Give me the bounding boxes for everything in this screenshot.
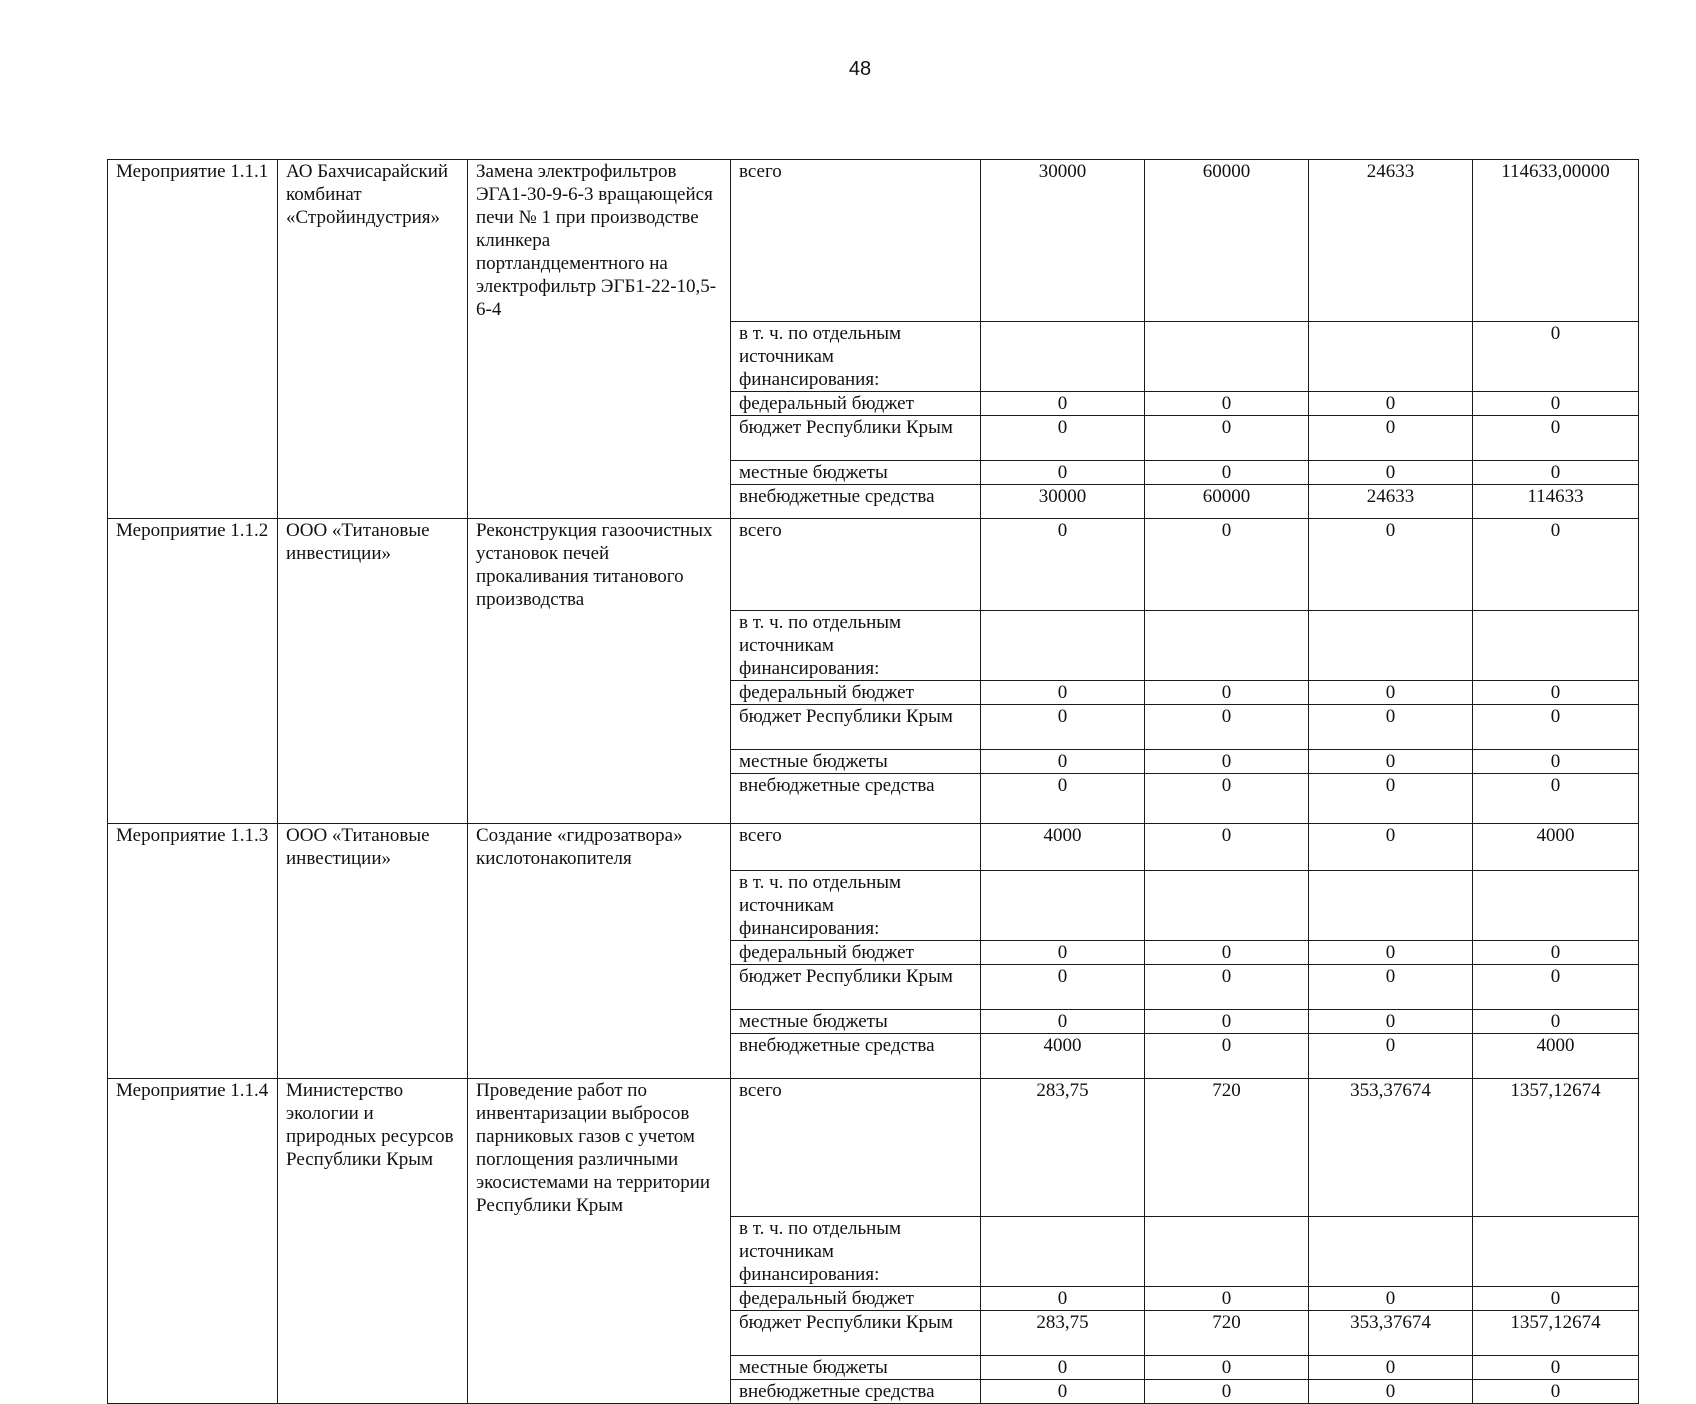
funding-source-label: внебюджетные средства — [731, 484, 981, 518]
funding-value — [1309, 611, 1473, 681]
table-row — [108, 750, 1639, 774]
funding-value: 0 — [1145, 460, 1309, 484]
funding-value — [1145, 611, 1309, 681]
funding-source-label: в т. ч. по отдельным источникам финансирования: — [731, 321, 981, 391]
funding-value: 1357,12674 — [1473, 1311, 1639, 1356]
funding-value: 0 — [1473, 940, 1639, 964]
funding-source-label: в т. ч. по отдельным источникам финансирования: — [731, 1217, 981, 1287]
funding-value: 283,75 — [981, 1078, 1145, 1217]
financing-table — [107, 159, 1639, 1404]
funding-value: 0 — [1473, 391, 1639, 415]
activity-description — [468, 1009, 731, 1033]
activity-name — [108, 484, 278, 518]
activity-name — [108, 321, 278, 391]
activity-executor — [278, 870, 468, 940]
funding-value: 0 — [1145, 1033, 1309, 1078]
activity-name — [108, 681, 278, 705]
funding-value: 0 — [1309, 1380, 1473, 1404]
funding-value: 0 — [1309, 705, 1473, 750]
activity-description — [468, 611, 731, 681]
funding-source-label: федеральный бюджет — [731, 681, 981, 705]
table-row — [108, 1380, 1639, 1404]
funding-value: 0 — [981, 681, 1145, 705]
activity-executor — [278, 964, 468, 1009]
funding-source-label: внебюджетные средства — [731, 1380, 981, 1404]
funding-value: 4000 — [981, 824, 1145, 871]
activity-name — [108, 460, 278, 484]
activity-description — [468, 1287, 731, 1311]
funding-value: 1357,12674 — [1473, 1078, 1639, 1217]
activity-executor — [278, 391, 468, 415]
table-row — [108, 940, 1639, 964]
activity-name — [108, 750, 278, 774]
activity-description: Создание «гидрозатвора» кислотонакопителя — [468, 824, 731, 871]
funding-value: 0 — [1309, 1033, 1473, 1078]
funding-source-label: в т. ч. по отдельным источникам финансирования: — [731, 870, 981, 940]
funding-value: 0 — [1473, 705, 1639, 750]
funding-value: 0 — [1145, 391, 1309, 415]
table-row — [108, 1009, 1639, 1033]
funding-value: 0 — [1145, 518, 1309, 611]
funding-value: 0 — [1309, 460, 1473, 484]
table-row — [108, 1356, 1639, 1380]
activity-name — [108, 391, 278, 415]
activity-description: Реконструкция газоочистных установок печей прокаливания титанового производства — [468, 518, 731, 611]
activity-name: Мероприятие 1.1.3 — [108, 824, 278, 871]
funding-value: 0 — [1473, 1009, 1639, 1033]
funding-value: 60000 — [1145, 160, 1309, 322]
table-row — [108, 774, 1639, 824]
funding-value: 0 — [1473, 1356, 1639, 1380]
funding-value: 0 — [981, 774, 1145, 824]
activity-description — [468, 321, 731, 391]
funding-value — [1473, 1217, 1639, 1287]
funding-value: 0 — [1145, 750, 1309, 774]
funding-value: 0 — [981, 964, 1145, 1009]
funding-source-label: всего — [731, 824, 981, 871]
funding-value: 30000 — [981, 484, 1145, 518]
funding-value: 0 — [1145, 1380, 1309, 1404]
activity-name — [108, 1287, 278, 1311]
activity-name: Мероприятие 1.1.2 — [108, 518, 278, 611]
table-row — [108, 705, 1639, 750]
funding-value: 0 — [1145, 940, 1309, 964]
funding-source-label: федеральный бюджет — [731, 1287, 981, 1311]
funding-value: 0 — [981, 415, 1145, 460]
activity-executor — [278, 460, 468, 484]
activity-description — [468, 1380, 731, 1404]
funding-value: 0 — [1473, 460, 1639, 484]
activity-name — [108, 774, 278, 824]
funding-value: 0 — [981, 940, 1145, 964]
funding-value — [1145, 1217, 1309, 1287]
funding-value: 4000 — [1473, 1033, 1639, 1078]
funding-source-label: местные бюджеты — [731, 460, 981, 484]
activity-name: Мероприятие 1.1.4 — [108, 1078, 278, 1217]
funding-value — [1309, 870, 1473, 940]
activity-description — [468, 460, 731, 484]
funding-value: 283,75 — [981, 1311, 1145, 1356]
activity-name — [108, 415, 278, 460]
funding-value: 0 — [1145, 705, 1309, 750]
funding-value: 114633 — [1473, 484, 1639, 518]
activity-executor — [278, 1380, 468, 1404]
funding-value: 0 — [1145, 415, 1309, 460]
funding-value: 0 — [1309, 750, 1473, 774]
funding-value — [1309, 1217, 1473, 1287]
activity-executor — [278, 1311, 468, 1356]
funding-value: 0 — [1309, 824, 1473, 871]
activity-description — [468, 415, 731, 460]
funding-source-label: всего — [731, 1078, 981, 1217]
activity-executor — [278, 940, 468, 964]
funding-value: 0 — [1473, 750, 1639, 774]
activity-executor — [278, 1009, 468, 1033]
funding-value: 0 — [1473, 415, 1639, 460]
activity-description — [468, 870, 731, 940]
activity-executor — [278, 1033, 468, 1078]
activity-executor — [278, 750, 468, 774]
table-row — [108, 484, 1639, 518]
funding-value: 114633,00000 — [1473, 160, 1639, 322]
activity-description — [468, 484, 731, 518]
activity-name — [108, 870, 278, 940]
funding-value: 4000 — [981, 1033, 1145, 1078]
funding-value: 0 — [1309, 940, 1473, 964]
activity-description: Проведение работ по инвентаризации выбросов парниковых газов с учетом поглощения различными экосистемами на территории Республики Крым — [468, 1078, 731, 1217]
funding-value: 30000 — [981, 160, 1145, 322]
funding-value — [1473, 870, 1639, 940]
activity-executor — [278, 1287, 468, 1311]
funding-value: 0 — [1473, 518, 1639, 611]
funding-value: 0 — [1309, 415, 1473, 460]
activity-name — [108, 940, 278, 964]
table-row — [108, 1217, 1639, 1287]
activity-description — [468, 1033, 731, 1078]
funding-source-label: всего — [731, 518, 981, 611]
funding-value — [1145, 321, 1309, 391]
funding-value — [1309, 321, 1473, 391]
funding-value: 0 — [1145, 824, 1309, 871]
activity-description — [468, 1356, 731, 1380]
funding-source-label: бюджет Республики Крым — [731, 705, 981, 750]
activity-description — [468, 774, 731, 824]
funding-value: 0 — [1473, 681, 1639, 705]
activity-description — [468, 940, 731, 964]
activity-executor: ООО «Титановые инвестиции» — [278, 824, 468, 871]
activity-description — [468, 750, 731, 774]
table-row — [108, 824, 1639, 871]
table-row — [108, 160, 1639, 322]
activity-description — [468, 681, 731, 705]
funding-source-label: бюджет Республики Крым — [731, 1311, 981, 1356]
table-row — [108, 964, 1639, 1009]
funding-value: 0 — [1309, 1356, 1473, 1380]
activity-executor — [278, 321, 468, 391]
funding-source-label: внебюджетные средства — [731, 1033, 981, 1078]
funding-value: 720 — [1145, 1311, 1309, 1356]
funding-value: 0 — [1309, 1287, 1473, 1311]
funding-value: 0 — [1145, 681, 1309, 705]
funding-value: 0 — [1473, 321, 1639, 391]
funding-value: 0 — [1309, 518, 1473, 611]
funding-value: 353,37674 — [1309, 1078, 1473, 1217]
funding-source-label: всего — [731, 160, 981, 322]
funding-value: 0 — [981, 1009, 1145, 1033]
funding-value: 0 — [981, 705, 1145, 750]
table-row — [108, 611, 1639, 681]
funding-value: 0 — [1309, 391, 1473, 415]
activity-name — [108, 1311, 278, 1356]
table-row — [108, 415, 1639, 460]
page-number: 48 — [848, 58, 872, 80]
table-row — [108, 391, 1639, 415]
table-row — [108, 1033, 1639, 1078]
funding-source-label: бюджет Республики Крым — [731, 964, 981, 1009]
activity-name — [108, 1356, 278, 1380]
funding-value: 0 — [1145, 774, 1309, 824]
funding-value: 0 — [1145, 1287, 1309, 1311]
table-row — [108, 321, 1639, 391]
funding-value: 0 — [1473, 1380, 1639, 1404]
activity-name — [108, 611, 278, 681]
table-row — [108, 1078, 1639, 1217]
table-row — [108, 870, 1639, 940]
activity-name — [108, 1380, 278, 1404]
activity-executor: АО Бахчисарайский комбинат «Стройиндустрия» — [278, 160, 468, 322]
funding-value: 353,37674 — [1309, 1311, 1473, 1356]
activity-executor — [278, 415, 468, 460]
activity-executor — [278, 705, 468, 750]
table-row — [108, 681, 1639, 705]
funding-source-label: федеральный бюджет — [731, 940, 981, 964]
funding-source-label: местные бюджеты — [731, 750, 981, 774]
funding-source-label: местные бюджеты — [731, 1009, 981, 1033]
funding-value — [981, 611, 1145, 681]
funding-value: 0 — [1309, 1009, 1473, 1033]
table-row — [108, 1311, 1639, 1356]
funding-value: 0 — [1309, 964, 1473, 1009]
activity-executor: Министерство экологии и природных ресурсов Республики Крым — [278, 1078, 468, 1217]
activity-name — [108, 705, 278, 750]
activity-executor — [278, 1217, 468, 1287]
funding-value: 0 — [981, 750, 1145, 774]
activity-description — [468, 1217, 731, 1287]
funding-value: 0 — [1473, 1287, 1639, 1311]
activity-description — [468, 705, 731, 750]
table-row — [108, 518, 1639, 611]
funding-value: 0 — [1473, 964, 1639, 1009]
funding-value: 60000 — [1145, 484, 1309, 518]
funding-value: 0 — [1145, 1356, 1309, 1380]
funding-source-label: федеральный бюджет — [731, 391, 981, 415]
activity-description: Замена электрофильтров ЭГА1-30-9-6-3 вращающейся печи № 1 при производстве клинкера портландцементного на электрофильтр ЭГБ1-22-10,5-6-4 — [468, 160, 731, 322]
funding-value — [981, 870, 1145, 940]
funding-value — [1145, 870, 1309, 940]
funding-source-label: бюджет Республики Крым — [731, 415, 981, 460]
funding-value — [1473, 611, 1639, 681]
activity-executor — [278, 681, 468, 705]
funding-source-label: местные бюджеты — [731, 1356, 981, 1380]
activity-executor — [278, 611, 468, 681]
activity-name — [108, 964, 278, 1009]
funding-value: 0 — [981, 391, 1145, 415]
activity-name: Мероприятие 1.1.1 — [108, 160, 278, 322]
funding-value — [981, 321, 1145, 391]
funding-value: 0 — [1309, 774, 1473, 824]
funding-value: 0 — [1473, 774, 1639, 824]
activity-executor — [278, 484, 468, 518]
funding-value: 0 — [1309, 681, 1473, 705]
funding-value: 0 — [981, 1287, 1145, 1311]
activity-description — [468, 1311, 731, 1356]
funding-value: 720 — [1145, 1078, 1309, 1217]
funding-value: 0 — [1145, 1009, 1309, 1033]
funding-value: 4000 — [1473, 824, 1639, 871]
funding-source-label: внебюджетные средства — [731, 774, 981, 824]
activity-description — [468, 964, 731, 1009]
funding-value: 24633 — [1309, 484, 1473, 518]
funding-value: 24633 — [1309, 160, 1473, 322]
table-body — [108, 160, 1639, 1404]
funding-source-label: в т. ч. по отдельным источникам финансирования: — [731, 611, 981, 681]
table-row — [108, 460, 1639, 484]
funding-value: 0 — [981, 518, 1145, 611]
funding-value: 0 — [981, 1356, 1145, 1380]
activity-name — [108, 1009, 278, 1033]
funding-value: 0 — [981, 460, 1145, 484]
activity-executor — [278, 774, 468, 824]
funding-value — [981, 1217, 1145, 1287]
funding-value: 0 — [981, 1380, 1145, 1404]
table-row — [108, 1287, 1639, 1311]
activity-executor — [278, 1356, 468, 1380]
activity-executor: ООО «Титановые инвестиции» — [278, 518, 468, 611]
activity-description — [468, 391, 731, 415]
activity-name — [108, 1217, 278, 1287]
activity-name — [108, 1033, 278, 1078]
funding-value: 0 — [1145, 964, 1309, 1009]
